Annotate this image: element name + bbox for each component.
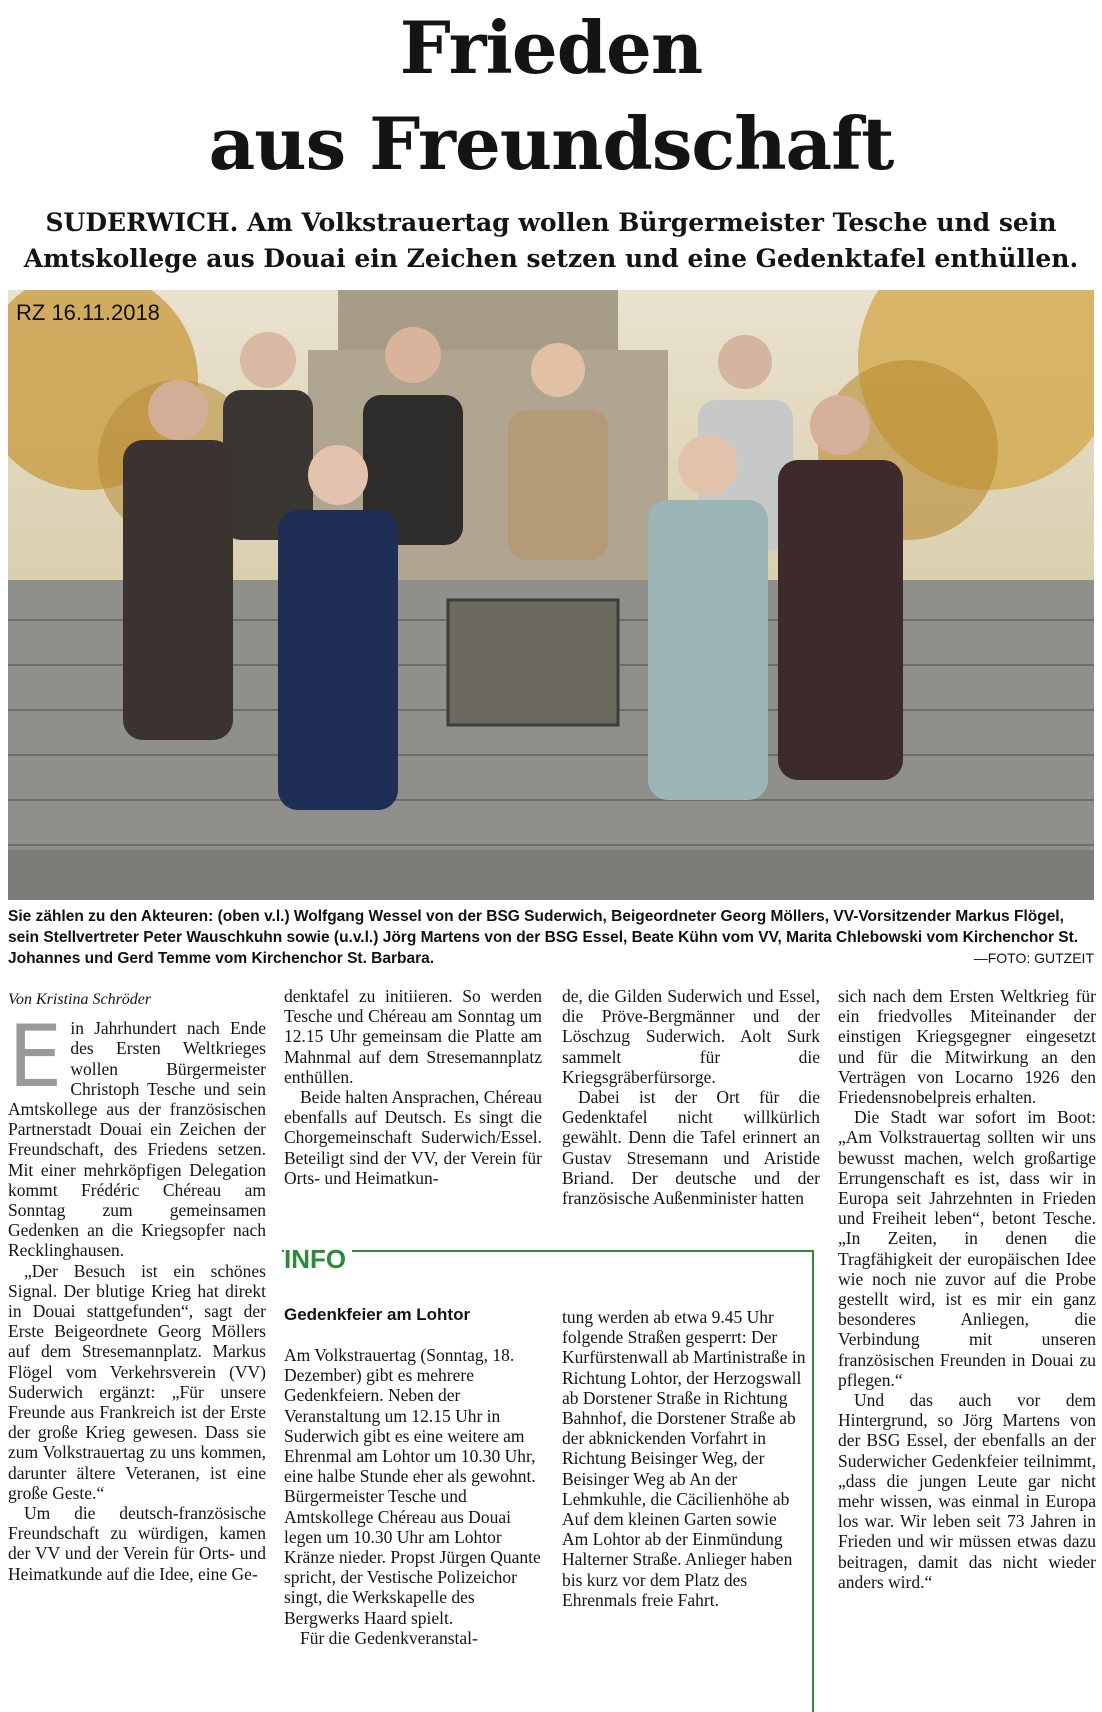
article-column-4 [838,986,1096,1592]
photo-caption [8,906,1094,969]
paragraph: denktafel zu initiieren. So werden Tesche und Chéreau am Sonntag um 12.15 Uhr gemeinsam die Platte am Mahnmal auf dem Stresemannplatz enthüllen. [284,986,542,1087]
paragraph-text: in Jahrhundert nach Ende des Ersten Weltkrieges wollen Bürgermeister Christoph Tesche und sein Amtskollege aus der französischen Partnerstadt Douai ein Zeichen der Freundschaft, des Friedens setzen. Mit einer mehrköpfigen Delegation kommt Frédéric Chéreau am Sonntag zum gemeinsamen Gedenken an die Kriegsopfer nach Recklinghausen. [8,1018,266,1261]
paragraph: „Der Besuch ist ein schönes Signal. Der blutige Krieg hat direkt in Douai stattgefunden“, sagt der Erste Beigeordnete Georg Möllers auf dem Stresemannplatz. Markus Flögel vom Verkehrsverein (VV) Suderwich ergänzt: „Für unsere Freunde aus Frankreich ist der Erste der große Krieg gewesen. Dass sie zum Volkstrauertag zu uns kommen, darunter ältere Veteranen, ist eine große Geste.“ [8,1260,266,1503]
paragraph: Die Stadt war sofort im Boot: „Am Volkstrauertag sollten wir uns bewusst machen, welch großartige Errungenschaft es ist, dass wir in Europa seit Jahrzehnten in Frieden und Freiheit leben“, betont Tesche. „In Zeiten, in denen die Tragfähigkeit der europäischen Idee wie noch nie zuvor auf die Probe gestellt wird, ist es mir ein ganz besonderes Anliegen, die Verbindung mit unseren französischen Freunden in Douai zu pflegen.“ [838,1107,1096,1390]
info-paragraph: Am Volkstrauertag (Sonntag, 18. Dezember) gibt es mehrere Gedenkfeiern. Neben der Veranstaltung um 12.15 Uhr in Suderwich gibt es eine weitere am Ehrenmal am Lohtor um 10.30 Uhr, eine halbe Stunde eher als gewohnt. Bürgermeister Tesche und Amtskollege Chéreau aus Douai legen um 10.30 Uhr am Lohtor Kränze nieder. Propst Jürgen Quante spricht, der Vestische Polizeichor singt, die Werkskapelle des Bergwerks Haard spielt. [284,1345,541,1628]
author-byline: Von Kristina Schröder [8,991,152,1008]
info-paragraph: Für die Gedenkveranstal- [300,1627,478,1648]
publication-date-label: RZ 16.11.2018 [16,300,160,325]
paragraph: de, die Gilden Suderwich und Essel, die Pröve-Bergmänner und der Löschzug Suderwich. Aolt Surk sammelt für die Kriegsgräberfürsorge. [562,986,820,1087]
article-column-1 [8,990,266,1584]
subheadline: SUDERWICH. Am Volkstrauertag wollen Bürgermeister Tesche und sein Amtskollege aus Douai ein Zeichen setzen und eine Gedenktafel enthüllen. [23,208,1079,273]
paragraph: sich nach dem Ersten Weltkrieg für ein friedvolles Miteinander der einstigen Kriegsgegner eingesetzt und für die Mitwirkung an den Verträgen von Locarno 1926 den Friedensnobelpreis erhalten. [838,986,1096,1108]
headline-line-2: aus Freundschaft [208,101,894,186]
headline [0,0,1102,192]
paragraph [8,1007,266,1261]
article-column-3 [562,986,820,1208]
info-box-heading: Gedenkfeier am Lohtor [284,1305,471,1324]
info-box-title: INFO [284,1244,352,1275]
caption-text: Sie zählen zu den Akteuren: (oben v.l.) Wolfgang Wessel von der BSG Suderwich, Beigeordneter Georg Möllers, VV-Vorsitzender Markus Flögel, sein Stellvertreter Peter Wauschkuhn sowie (u.v.l.) Jörg Martens von der BSG Essel, Beate Kühn vom VV, Marita Chlebowski vom Kirchenchor St. Johannes und Gerd Temme vom Kirchenchor St. Barbara. [8,908,1079,967]
paragraph: Beide halten Ansprachen, Chéreau ebenfalls auf Deutsch. Es singt die Chorgemeinschaft Suderwich/Essel. Beteiligt sind der VV, der Verein für Orts- und Heimatkun- [284,1087,542,1188]
info-column-2 [562,1307,806,1610]
info-column-1 [284,1345,542,1648]
headline-line-1: Frieden [399,5,703,90]
paragraph: Um die deutsch-französische Freundschaft zu würdigen, kamen der VV und der Verein für Orts- und Heimatkunde auf die Idee, eine Ge- [8,1503,266,1584]
article-photo [8,290,1094,900]
paragraph: Und das auch vor dem Hintergrund, so Jörg Martens von der BSG Essel, der ebenfalls an der Suderwicher Gedenkfeier teilnimmt, „dass die jungen Leute gar nicht mehr wissen, was einmal in Europa los war. Wir leben seit 73 Jahren in Frieden und wir müssen etwas dazu beitragen, damit das nicht wieder anders wird.“ [838,1390,1096,1592]
group-photo-illustration [8,290,1094,900]
article-column-2 [284,986,542,1188]
info-paragraph: tung werden ab etwa 9.45 Uhr folgende Straßen gesperrt: Der Kurfürstenwall ab Martinistraße in Richtung Lohtor, der Herzogswall ab Dorstener Straße in Richtung Bahnhof, die Dorstener Straße ab der abknickenden Vorfahrt in Richtung Beisinger Weg, der Beisinger Weg ab An der Lehmkuhle, die Cäcilienhöhe ab Auf dem kleinen Garten sowie Am Lohtor ab der Einmündung Halterner Straße. Anlieger haben bis kurz vor dem Platz des Ehrenmals freie Fahrt. [562,1307,806,1610]
drop-cap: E [8,1007,63,1108]
photo-credit: —FOTO: GUTZEIT [973,950,1094,966]
paragraph: Dabei ist der Ort für die Gedenktafel nicht willkürlich gewählt. Denn die Tafel erinnert an Gustav Stresemann und Aristide Briand. Der deutsche und der französische Außenminister hatten [562,1087,820,1209]
